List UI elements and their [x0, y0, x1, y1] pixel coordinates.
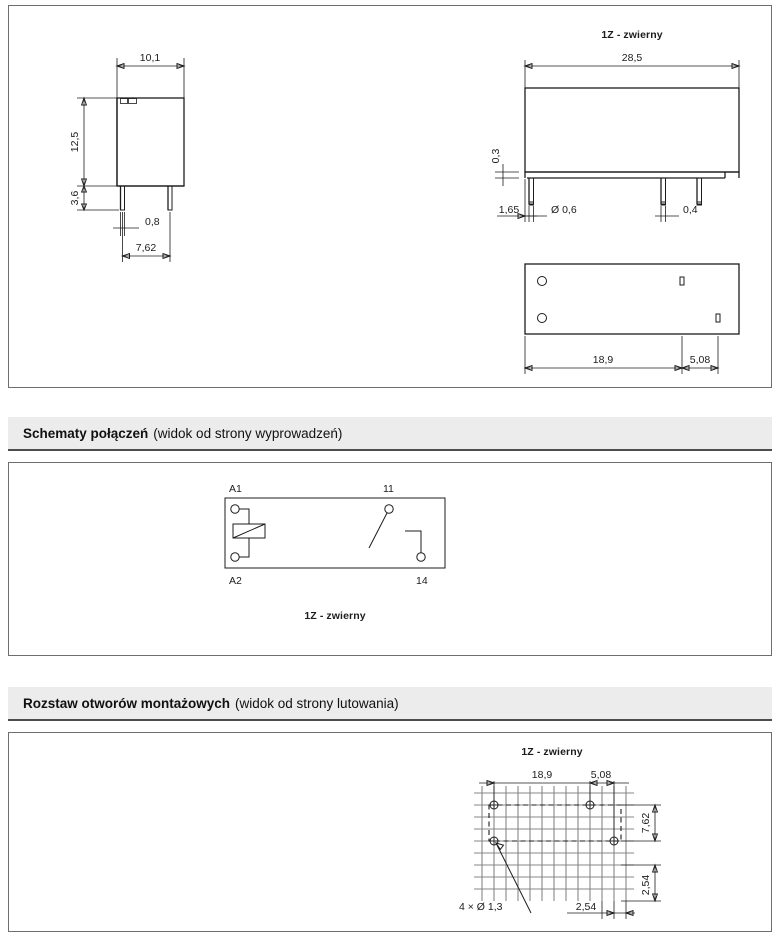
caption-1z-zwierny-schematic: 1Z - zwierny — [304, 610, 366, 622]
dim-pin-thickness-0-8: 0,8 — [145, 216, 160, 228]
dim-mount-vertical-2-54: 2,54 — [640, 874, 652, 896]
dim-mount-7-62: 7,62 — [640, 812, 652, 834]
dim-bottom-5-08: 5,08 — [689, 354, 711, 366]
section-title-schematy: Schematy połączeń — [23, 425, 149, 441]
relay-outline-dashed — [489, 805, 621, 841]
mounting-pattern-drawing — [449, 741, 699, 929]
dim-pin-flat-0-4: 0,4 — [683, 204, 698, 216]
caption-1z-zwierny-top: 1Z - zwierny — [601, 29, 663, 41]
dim-edge-1-65: 1,65 — [498, 204, 520, 216]
dim-pin-length-3-6: 3,6 — [69, 190, 81, 206]
dim-mount-5-08: 5,08 — [590, 769, 612, 781]
dim-standoff-0-3: 0,3 — [490, 148, 502, 164]
terminal-label-a2: A2 — [229, 575, 242, 587]
dim-width-10-1: 10,1 — [139, 52, 161, 64]
dim-pin-dia-0-6: Ø 0,6 — [551, 204, 577, 216]
section-subtitle-schematy: (widok od strony wyprowadzeń) — [153, 425, 343, 441]
dim-pin-pitch-7-62: 7,62 — [135, 242, 157, 254]
caption-1z-zwierny-mounting: 1Z - zwierny — [521, 746, 583, 758]
relay-front-and-bottom-view-drawing — [489, 16, 769, 381]
section-header-schematy-polaczen — [8, 417, 772, 451]
terminal-label-11: 11 — [383, 483, 394, 495]
panel-connection-schematic — [8, 462, 772, 656]
section-subtitle-rozstaw: (widok od strony lutowania) — [235, 695, 399, 711]
terminal-label-14: 14 — [416, 575, 428, 587]
dim-height-12-5: 12,5 — [69, 131, 81, 153]
dim-bottom-18-9: 18,9 — [592, 354, 614, 366]
relay-circuit-schematic-drawing — [177, 476, 597, 646]
section-title-rozstaw: Rozstaw otworów montażowych — [23, 695, 231, 711]
dim-mount-18-9: 18,9 — [531, 769, 553, 781]
dim-length-28-5: 28,5 — [621, 52, 643, 64]
panel-mounting-hole-pattern — [8, 732, 772, 932]
section-header-rozstaw-otworow — [8, 687, 772, 721]
dim-mount-grid-2-54: 2,54 — [575, 901, 597, 913]
panel-dimension-drawings — [8, 5, 772, 388]
terminal-label-a1: A1 — [229, 483, 242, 495]
dim-mount-holes-4x13: 4 × Ø 1,3 — [459, 901, 503, 913]
relay-side-view-drawing — [39, 36, 279, 276]
